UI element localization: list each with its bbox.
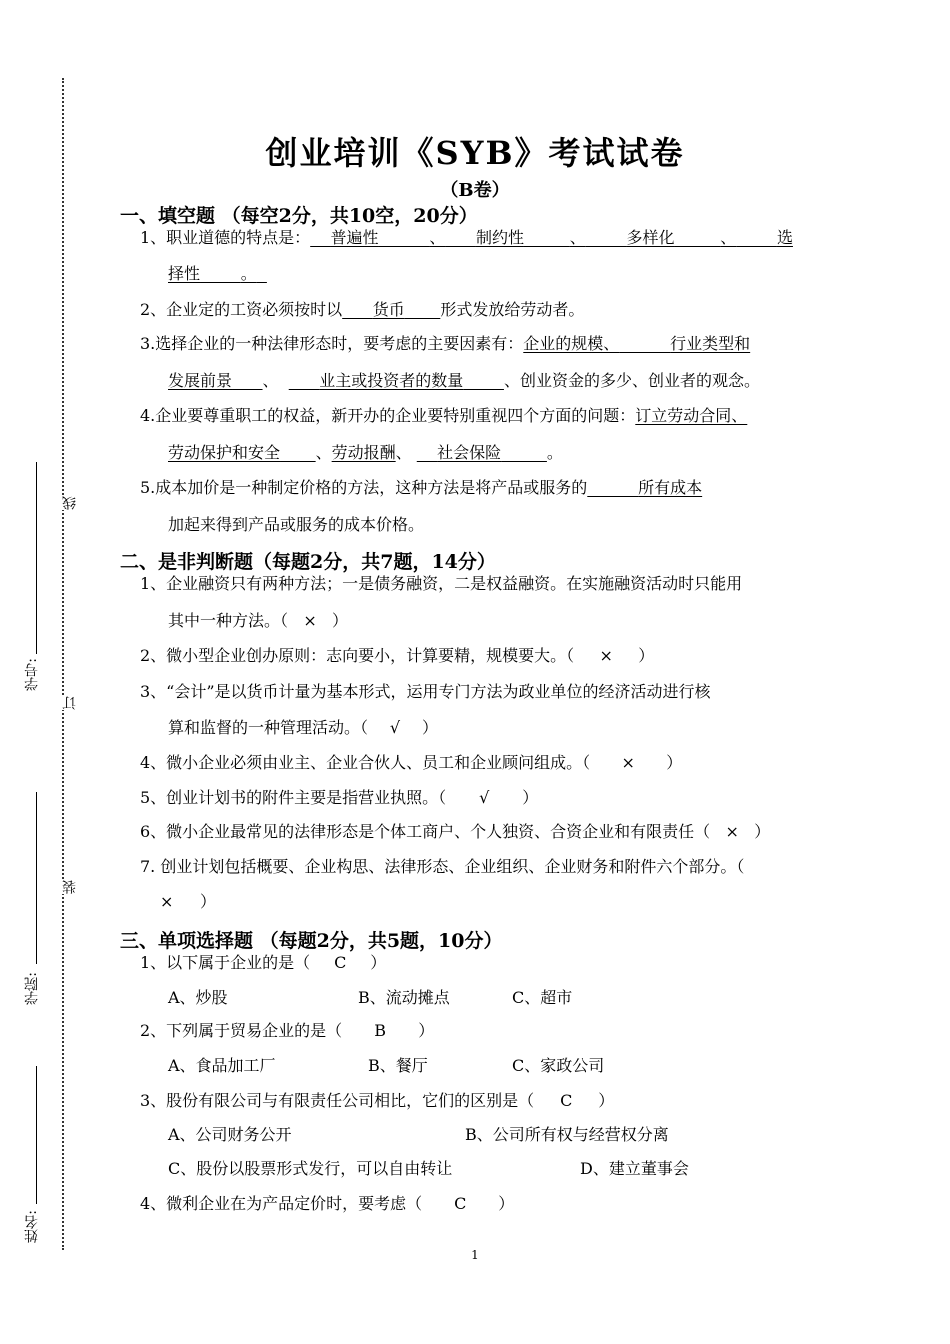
s1-q1-line2	[168, 264, 267, 284]
name-rule	[36, 1066, 37, 1204]
binding-mark-xian: 线	[62, 496, 78, 510]
s1-q5-line1: 5.成本加价是一种制定价格的方法，这种方法是将产品或服务的 所有成本	[140, 478, 703, 497]
s2-q3-line1: 3、“会计”是以货币计量为基本形式，运用专门方法为政业单位的经济活动进行核	[140, 682, 711, 701]
s2-q2-answer: ×	[599, 646, 613, 665]
exam-title: 创业培训《SYB》考试试卷	[265, 134, 685, 172]
s3-q4-answer: C	[454, 1194, 467, 1213]
s3-q1-option-a: A、炒股	[168, 988, 228, 1007]
s2-q6-answer: ×	[725, 822, 739, 841]
s2-q4-answer: ×	[621, 753, 635, 772]
s3-q3-answer: C	[560, 1091, 573, 1110]
s1-q5-line2: 加起来得到产品或服务的成本价格。	[168, 515, 425, 534]
s2-q1-answer: ×	[303, 611, 317, 630]
s3-q2-option-a: A、食品加工厂	[168, 1056, 276, 1075]
section-1-heading: 一、填空题 （每空2分，共10空，20分）	[120, 205, 478, 227]
s1-q3-line2: 发展前景 、 业主或投资者的数量 、创业资金的多少、创业者的观念。	[168, 371, 760, 390]
s2-q5: 5、创业计划书的附件主要是指营业执照。（ √ ）	[140, 788, 539, 807]
s2-q4: 4、微小企业必须由业主、企业合伙人、员工和企业顾问组成。（ × ）	[140, 753, 683, 772]
s1-q2: 2、企业定的工资必须按时以 货币 形式发放给劳动者。	[140, 300, 585, 319]
exam-subtitle: （B卷）	[440, 180, 510, 201]
college-label: 学院:	[24, 972, 40, 1005]
s3-q3-stem: 3、股份有限公司与有限责任公司相比，它们的区别是（ C ）	[140, 1091, 615, 1110]
s2-q3-line2: 算和监督的一种管理活动。（ √ ）	[168, 718, 439, 737]
s3-q3-option-a: A、公司财务公开	[168, 1125, 292, 1144]
s2-q2: 2、微小型企业创办原则：志向要小，计算要精，规模要大。（ × ）	[140, 646, 655, 665]
binding-mark-ding: 订	[62, 696, 78, 710]
s1-q3-blank3: 业主或投资者的数量	[319, 371, 464, 390]
student-id-rule	[36, 462, 37, 654]
s1-q3-blank2: 发展前景	[168, 371, 233, 390]
s1-q3-line1: 3.选择企业的一种法律形态时，要考虑的主要因素有：企业的规模、 行业类型和	[140, 334, 751, 353]
s2-q6: 6、微小企业最常见的法律形态是个体工商户、个人独资、合资企业和有限责任（ × ）	[140, 822, 771, 841]
s3-q1-option-b: B、流动摊点	[358, 988, 450, 1007]
s1-q1-prefix: 1、职业道德的特点是：	[140, 228, 311, 247]
s1-q5-blank: 所有成本	[638, 478, 703, 497]
s3-q2-option-c: C、家政公司	[512, 1056, 605, 1075]
s1-q2-blank: 货币	[372, 300, 405, 319]
binding-mark-zhuang: 装	[62, 880, 78, 894]
s2-q7-line2: × ）	[160, 892, 217, 911]
page-number: 1	[471, 1248, 479, 1262]
s1-q4-blank1: 订立劳动合同、	[635, 406, 748, 425]
s3-q3-option-c: C、股份以股票形式发行，可以自由转让	[168, 1159, 453, 1178]
s1-q4-line2: 劳动保护和安全 、劳动报酬、 社会保险 。	[168, 443, 563, 462]
s1-q4-blank3: 劳动报酬	[331, 443, 396, 462]
s1-q3-blank1: 企业的规模、 行业类型和	[523, 334, 751, 353]
s3-q4-stem: 4、微利企业在为产品定价时，要考虑（ C ）	[140, 1194, 515, 1213]
s3-q1-stem: 1、以下属于企业的是（ C ）	[140, 953, 387, 972]
section-2-heading: 二、是非判断题（每题2分，共7题，14分）	[120, 551, 496, 573]
s2-q5-answer: √	[479, 788, 490, 807]
section-3-heading: 三、单项选择题 （每题2分，共5题，10分）	[120, 930, 503, 952]
college-rule	[36, 792, 37, 964]
s2-q3-answer: √	[389, 718, 401, 737]
s1-q4-line1: 4.企业要尊重职工的权益，新开办的企业要特别重视四个方面的问题：订立劳动合同、	[140, 406, 748, 425]
s3-q3-option-d: D、建立董事会	[580, 1159, 689, 1178]
s3-q3-option-b: B、公司所有权与经营权分离	[465, 1125, 669, 1144]
s1-q4-blank2: 劳动保护和安全	[168, 443, 281, 462]
binding-dotted-line	[62, 78, 64, 1250]
s3-q2-option-b: B、餐厅	[368, 1056, 428, 1075]
s1-q4-blank4: 社会保险	[437, 443, 502, 462]
s3-q1-answer: C	[334, 953, 347, 972]
s1-q1-blank4: 择性 。	[168, 264, 257, 283]
s2-q1-line2: 其中一种方法。（ × ）	[168, 611, 349, 630]
s2-q7-answer: ×	[160, 892, 174, 911]
s3-q1-option-c: C、超市	[512, 988, 573, 1007]
s1-q1-line1	[140, 228, 793, 248]
s1-q1-blank1: 普遍性 、 制约性 、 多样化 、 选	[330, 228, 793, 247]
s3-q2-stem: 2、下列属于贸易企业的是（ B ）	[140, 1021, 435, 1040]
student-id-label: 学号:	[24, 658, 40, 691]
s2-q7-line1: 7. 创业计划包括概要、企业构思、法律形态、企业组织、企业财务和附件六个部分。（	[140, 857, 745, 876]
name-label: 姓名:	[24, 1210, 40, 1243]
s3-q2-answer: B	[374, 1021, 387, 1040]
s2-q1-line1: 1、企业融资只有两种方法；一是债务融资，二是权益融资。在实施融资活动时只能用	[140, 574, 743, 593]
